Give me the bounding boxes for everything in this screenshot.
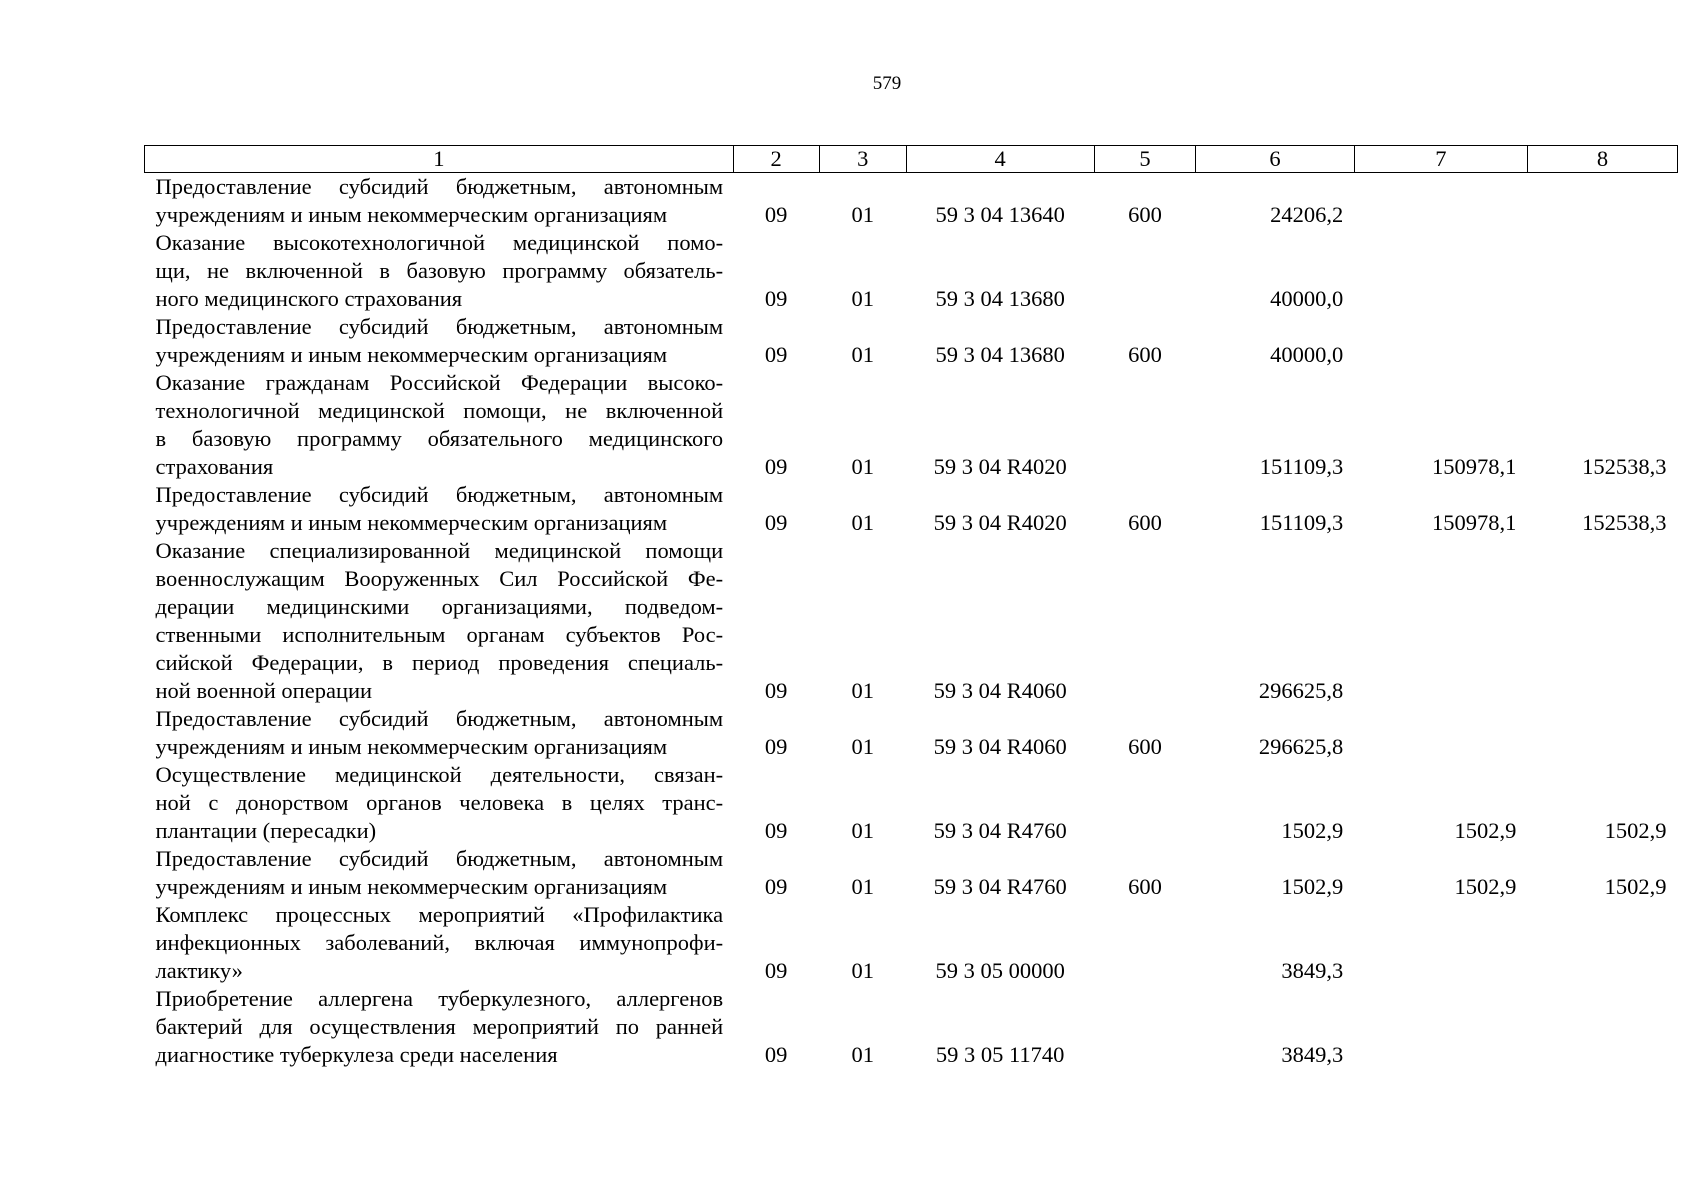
- target-article-code: 59 3 04 R4020: [933, 454, 1067, 479]
- description-line: учреждениям и иным некоммерческим организациям: [155, 510, 668, 535]
- row-description: [145, 537, 734, 705]
- description-line: Предоставление субсидий бюджетным, автономным: [155, 174, 724, 199]
- target-article-code: 59 3 04 13680: [935, 342, 1065, 367]
- amount-col-8: [1527, 313, 1677, 369]
- description-line: бактерий для осуществления мероприятий по ранней: [155, 1014, 724, 1039]
- description-line: Предоставление субсидий бюджетным, автономным: [155, 846, 724, 871]
- description-line: Комплекс процессных мероприятий «Профилактика: [155, 902, 724, 927]
- description-line: лактику»: [155, 958, 243, 983]
- amount-col-6: 40000,0: [1270, 286, 1344, 311]
- amount-col-7: 150978,1: [1432, 454, 1517, 479]
- section-code: 09: [764, 734, 788, 759]
- description-line: ного медицинского страхования: [155, 286, 463, 311]
- expense-type-code: 600: [1128, 734, 1162, 759]
- amount-col-8: 1502,9: [1604, 818, 1667, 843]
- table-row: [145, 173, 1678, 230]
- section-code: 09: [764, 874, 788, 899]
- description-line: ной военной операции: [155, 678, 373, 703]
- row-description: [145, 705, 734, 761]
- section-code: 09: [764, 454, 788, 479]
- description-line: Оказание высокотехнологичной медицинской помо-: [155, 230, 724, 255]
- amount-col-7: [1354, 705, 1527, 761]
- section-code: 09: [764, 1042, 788, 1067]
- amount-col-7: 1502,9: [1454, 818, 1517, 843]
- amount-col-8: [1527, 537, 1677, 705]
- description-line: учреждениям и иным некоммерческим организациям: [155, 202, 668, 227]
- subsection-code: 01: [851, 734, 874, 759]
- description-line: военнослужащим Вооруженных Сил Российской Фе-: [155, 566, 724, 591]
- column-header-1: 1: [145, 146, 734, 173]
- section-code: 09: [764, 510, 788, 535]
- description-line: в базовую программу обязательного медицинского: [155, 426, 724, 451]
- table-body: [145, 173, 1678, 1070]
- column-header-5: 5: [1094, 146, 1196, 173]
- amount-col-6: 296625,8: [1258, 678, 1344, 703]
- amount-col-8: 152538,3: [1582, 510, 1667, 535]
- table-row: [145, 705, 1678, 761]
- description-line: диагностике туберкулеза среди населения: [155, 1042, 558, 1067]
- target-article-code: 59 3 04 R4760: [933, 818, 1067, 843]
- description-line: плантации (пересадки): [155, 818, 377, 843]
- amount-col-8: 152538,3: [1582, 454, 1667, 479]
- section-code: 09: [764, 342, 788, 367]
- section-code: 09: [764, 818, 788, 843]
- description-line: технологичной медицинской помощи, не включенной: [155, 398, 724, 423]
- subsection-code: 01: [851, 342, 874, 367]
- row-description: [145, 761, 734, 845]
- description-line: учреждениям и иным некоммерческим организациям: [155, 874, 668, 899]
- expense-type-code: [1094, 537, 1196, 705]
- table-row: [145, 901, 1678, 985]
- table-row: [145, 481, 1678, 537]
- section-code: 09: [764, 286, 788, 311]
- row-description: [145, 901, 734, 985]
- table-row: [145, 985, 1678, 1069]
- target-article-code: 59 3 04 R4760: [933, 874, 1067, 899]
- description-line: учреждениям и иным некоммерческим организациям: [155, 342, 668, 367]
- table-row: [145, 313, 1678, 369]
- target-article-code: 59 3 04 R4060: [933, 678, 1067, 703]
- amount-col-8: [1527, 229, 1677, 313]
- table-row: [145, 229, 1678, 313]
- table-row: [145, 761, 1678, 845]
- column-header-4: 4: [906, 146, 1094, 173]
- amount-col-7: [1354, 537, 1527, 705]
- description-line: Оказание специализированной медицинской помощи: [155, 538, 724, 563]
- row-description: [145, 173, 734, 230]
- subsection-code: 01: [851, 678, 874, 703]
- amount-col-7: [1354, 901, 1527, 985]
- amount-col-8: [1527, 901, 1677, 985]
- section-code: 09: [764, 958, 788, 983]
- amount-col-7: 1502,9: [1454, 874, 1517, 899]
- table-row: [145, 369, 1678, 481]
- amount-col-7: [1354, 313, 1527, 369]
- subsection-code: 01: [851, 202, 874, 227]
- description-line: учреждениям и иным некоммерческим организациям: [155, 734, 668, 759]
- column-header-2: 2: [733, 146, 819, 173]
- expense-type-code: [1094, 369, 1196, 481]
- column-header-8: 8: [1527, 146, 1677, 173]
- expense-type-code: 600: [1128, 874, 1162, 899]
- description-line: Предоставление субсидий бюджетным, автономным: [155, 706, 724, 731]
- section-code: 09: [764, 202, 788, 227]
- description-line: щи, не включенной в базовую программу обязатель-: [155, 258, 724, 283]
- description-line: инфекционных заболеваний, включая иммунопрофи-: [155, 930, 724, 955]
- expense-type-code: [1094, 229, 1196, 313]
- expense-type-code: 600: [1128, 202, 1162, 227]
- amount-col-7: [1354, 229, 1527, 313]
- subsection-code: 01: [851, 818, 874, 843]
- table-row: [145, 537, 1678, 705]
- description-line: дерации медицинскими организациями, подведом-: [155, 594, 724, 619]
- amount-col-8: [1527, 705, 1677, 761]
- amount-col-6: 3849,3: [1281, 958, 1344, 983]
- header-row: [145, 146, 1678, 173]
- page-number: 579: [872, 73, 902, 94]
- description-line: Осуществление медицинской деятельности, связан-: [155, 762, 724, 787]
- amount-col-6: 3849,3: [1281, 1042, 1344, 1067]
- amount-col-6: 40000,0: [1270, 342, 1344, 367]
- column-header-7: 7: [1354, 146, 1527, 173]
- amount-col-6: 151109,3: [1259, 510, 1344, 535]
- amount-col-6: 151109,3: [1259, 454, 1344, 479]
- amount-col-6: 296625,8: [1258, 734, 1344, 759]
- description-line: Предоставление субсидий бюджетным, автономным: [155, 482, 724, 507]
- column-header-3: 3: [819, 146, 906, 173]
- target-article-code: 59 3 04 13680: [935, 286, 1065, 311]
- amount-col-8: [1527, 173, 1677, 230]
- section-code: 09: [764, 678, 788, 703]
- row-description: [145, 313, 734, 369]
- amount-col-7: 150978,1: [1432, 510, 1517, 535]
- amount-col-6: 24206,2: [1270, 202, 1344, 227]
- subsection-code: 01: [851, 1042, 874, 1067]
- subsection-code: 01: [851, 510, 874, 535]
- budget-table: [144, 145, 1678, 1069]
- target-article-code: 59 3 04 R4060: [933, 734, 1067, 759]
- expense-type-code: 600: [1128, 510, 1162, 535]
- subsection-code: 01: [851, 874, 874, 899]
- target-article-code: 59 3 04 R4020: [933, 510, 1067, 535]
- amount-col-7: [1354, 985, 1527, 1069]
- subsection-code: 01: [851, 958, 874, 983]
- table-row: [145, 845, 1678, 901]
- row-description: [145, 369, 734, 481]
- amount-col-6: 1502,9: [1281, 874, 1344, 899]
- target-article-code: 59 3 05 00000: [935, 958, 1065, 983]
- subsection-code: 01: [851, 454, 874, 479]
- row-description: [145, 845, 734, 901]
- description-line: ственными исполнительным органам субъектов Рос-: [155, 622, 724, 647]
- expense-type-code: 600: [1128, 342, 1162, 367]
- amount-col-6: 1502,9: [1281, 818, 1344, 843]
- expense-type-code: [1094, 985, 1196, 1069]
- description-line: Предоставление субсидий бюджетным, автономным: [155, 314, 724, 339]
- description-line: Оказание гражданам Российской Федерации высоко-: [155, 370, 724, 395]
- amount-col-7: [1354, 173, 1527, 230]
- description-line: страхования: [155, 454, 274, 479]
- subsection-code: 01: [851, 286, 874, 311]
- amount-col-8: 1502,9: [1604, 874, 1667, 899]
- description-line: ной с донорством органов человека в целях транс-: [155, 790, 724, 815]
- row-description: [145, 229, 734, 313]
- expense-type-code: [1094, 901, 1196, 985]
- description-line: сийской Федерации, в период проведения специаль-: [155, 650, 724, 675]
- row-description: [145, 481, 734, 537]
- target-article-code: 59 3 05 11740: [935, 1042, 1065, 1067]
- expense-type-code: [1094, 761, 1196, 845]
- target-article-code: 59 3 04 13640: [935, 202, 1065, 227]
- row-description: [145, 985, 734, 1069]
- description-line: Приобретение аллергена туберкулезного, аллергенов: [155, 986, 724, 1011]
- amount-col-8: [1527, 985, 1677, 1069]
- column-header-6: 6: [1196, 146, 1354, 173]
